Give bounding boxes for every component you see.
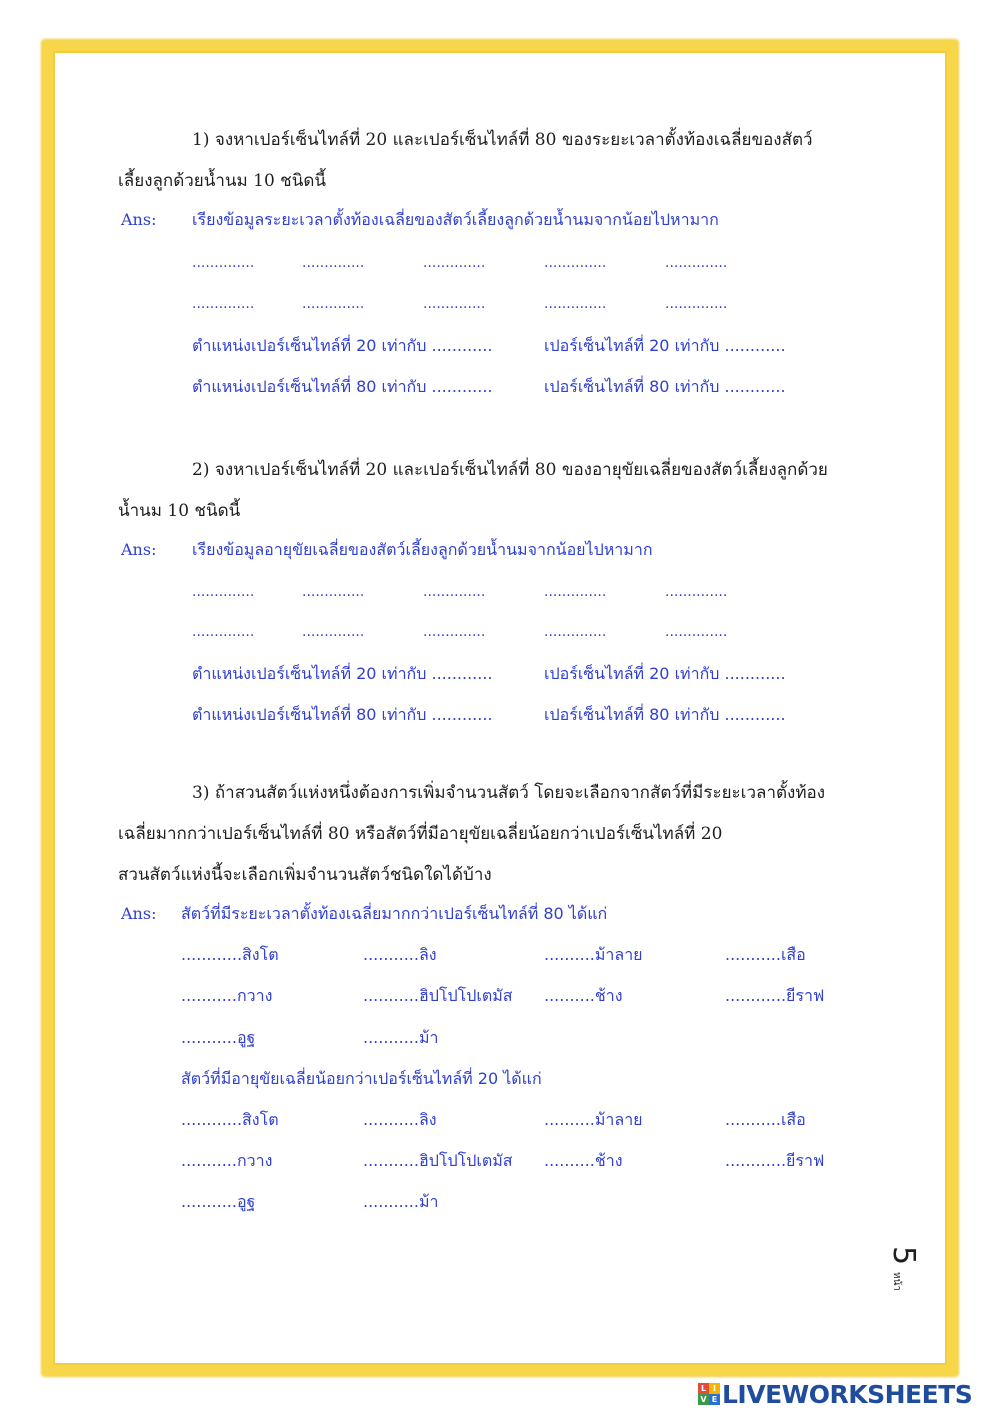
q3-g2-option-horse[interactable]: ...........ม้า bbox=[363, 1192, 439, 1211]
q3-g2-option-tiger[interactable]: ...........เสือ bbox=[725, 1110, 806, 1129]
logo-mark-letter: V bbox=[698, 1394, 709, 1405]
liveworksheets-logo bbox=[698, 1380, 972, 1408]
q3-g2-option-giraffe[interactable]: ............ยีราฟ bbox=[725, 1151, 825, 1170]
q3-g2-option-monkey[interactable]: ...........ลิง bbox=[363, 1110, 437, 1129]
q2-line1: 2) จงหาเปอร์เซ็นไทล์ที่ 20 และเปอร์เซ็นไทล์ที่ 80 ของอายุขัยเฉลี่ยของสัตว์เลี้ยงลูกด้วย bbox=[192, 460, 828, 480]
q1-value-p20[interactable]: เปอร์เซ็นไทล์ที่ 20 เท่ากับ ............ bbox=[544, 336, 786, 355]
q3-line1: 3) ถ้าสวนสัตว์แห่งหนึ่งต้องการเพิ่มจำนวนสัตว์ โดยจะเลือกจากสัตว์ที่มีระยะเวลาตั้งท้อง bbox=[192, 783, 826, 803]
q1-blank[interactable]: .............. bbox=[544, 255, 607, 271]
logo-text: LIVEWORKSHEETS bbox=[722, 1379, 973, 1409]
page-number-label: หน้า bbox=[891, 1272, 902, 1292]
q3-g1-option-camel[interactable]: ...........อูฐ bbox=[181, 1028, 256, 1047]
logo-mark-letter: L bbox=[698, 1383, 709, 1394]
q2-value-p80[interactable]: เปอร์เซ็นไทล์ที่ 80 เท่ากับ ............ bbox=[544, 705, 786, 724]
q3-g1-option-zebra[interactable]: ..........ม้าลาย bbox=[544, 945, 643, 964]
q3-g1-option-tiger[interactable]: ...........เสือ bbox=[725, 945, 806, 964]
q2-line2: น้ำนม 10 ชนิดนี้ bbox=[118, 501, 241, 521]
q3-line2: เฉลี่ยมากกว่าเปอร์เซ็นไทล์ที่ 80 หรือสัตว์ที่มีอายุขัยเฉลี่ยน้อยกว่าเปอร์เซ็นไทล์ที่ 20 bbox=[118, 824, 723, 844]
q3-ans-label: Ans: bbox=[121, 904, 157, 923]
q1-blank[interactable]: .............. bbox=[544, 296, 607, 312]
q2-position-p80[interactable]: ตำแหน่งเปอร์เซ็นไทล์ที่ 80 เท่ากับ ............ bbox=[192, 705, 493, 724]
q2-blank[interactable]: .............. bbox=[665, 624, 728, 640]
q2-ans-text: เรียงข้อมูลอายุขัยเฉลี่ยของสัตว์เลี้ยงลูกด้วยน้ำนมจากน้อยไปหามาก bbox=[192, 540, 653, 559]
q3-g2-option-zebra[interactable]: ..........ม้าลาย bbox=[544, 1110, 643, 1129]
q1-blank[interactable]: .............. bbox=[423, 296, 486, 312]
q2-blank[interactable]: .............. bbox=[423, 584, 486, 600]
q2-blank[interactable]: .............. bbox=[192, 624, 255, 640]
q1-blank[interactable]: .............. bbox=[665, 296, 728, 312]
q3-g2-option-hippo[interactable]: ...........ฮิปโปโปเตมัส bbox=[363, 1151, 513, 1170]
q3-group2-title: สัตว์ที่มีอายุขัยเฉลี่ยน้อยกว่าเปอร์เซ็นไทล์ที่ 20 ได้แก่ bbox=[181, 1069, 542, 1088]
q2-position-p20[interactable]: ตำแหน่งเปอร์เซ็นไทล์ที่ 20 เท่ากับ ............ bbox=[192, 664, 493, 683]
q1-position-p20[interactable]: ตำแหน่งเปอร์เซ็นไทล์ที่ 20 เท่ากับ ............ bbox=[192, 336, 493, 355]
q3-group1-title: สัตว์ที่มีระยะเวลาตั้งท้องเฉลี่ยมากกว่าเปอร์เซ็นไทล์ที่ 80 ได้แก่ bbox=[181, 904, 608, 923]
q2-blank[interactable]: .............. bbox=[302, 584, 365, 600]
page-number bbox=[886, 1238, 940, 1292]
logo-mark-letter: I bbox=[709, 1383, 720, 1394]
q1-blank[interactable]: .............. bbox=[423, 255, 486, 271]
q3-g2-option-lion[interactable]: ............สิงโต bbox=[181, 1110, 279, 1129]
q3-g1-option-horse[interactable]: ...........ม้า bbox=[363, 1028, 439, 1047]
q1-line1: 1) จงหาเปอร์เซ็นไทล์ที่ 20 และเปอร์เซ็นไทล์ที่ 80 ของระยะเวลาตั้งท้องเฉลี่ยของสัตว์ bbox=[192, 130, 813, 150]
q1-blank[interactable]: .............. bbox=[665, 255, 728, 271]
q3-g1-option-lion[interactable]: ............สิงโต bbox=[181, 945, 279, 964]
q1-line2: เลี้ยงลูกด้วยน้ำนม 10 ชนิดนี้ bbox=[118, 171, 327, 191]
q2-blank[interactable]: .............. bbox=[302, 624, 365, 640]
q3-g1-option-elephant[interactable]: ..........ช้าง bbox=[544, 986, 623, 1005]
logo-mark-icon bbox=[698, 1383, 720, 1405]
q3-g1-option-monkey[interactable]: ...........ลิง bbox=[363, 945, 437, 964]
q3-g2-option-elephant[interactable]: ..........ช้าง bbox=[544, 1151, 623, 1170]
q1-ans-label: Ans: bbox=[121, 210, 157, 229]
q1-blank[interactable]: .............. bbox=[192, 296, 255, 312]
logo-mark-letter: E bbox=[709, 1394, 720, 1405]
q2-value-p20[interactable]: เปอร์เซ็นไทล์ที่ 20 เท่ากับ ............ bbox=[544, 664, 786, 683]
q2-ans-label: Ans: bbox=[121, 540, 157, 559]
page-number-value: 5 bbox=[886, 1245, 922, 1266]
q1-blank[interactable]: .............. bbox=[302, 255, 365, 271]
q3-g2-option-camel[interactable]: ...........อูฐ bbox=[181, 1192, 256, 1211]
q3-line3: สวนสัตว์แห่งนี้จะเลือกเพิ่มจำนวนสัตว์ชนิดใดได้บ้าง bbox=[118, 865, 492, 885]
q2-blank[interactable]: .............. bbox=[665, 584, 728, 600]
q3-g1-option-giraffe[interactable]: ............ยีราฟ bbox=[725, 986, 825, 1005]
q2-blank[interactable]: .............. bbox=[544, 584, 607, 600]
q2-blank[interactable]: .............. bbox=[544, 624, 607, 640]
q1-value-p80[interactable]: เปอร์เซ็นไทล์ที่ 80 เท่ากับ ............ bbox=[544, 377, 786, 396]
q3-g1-option-deer[interactable]: ...........กวาง bbox=[181, 986, 273, 1005]
q3-g1-option-hippo[interactable]: ...........ฮิปโปโปเตมัส bbox=[363, 986, 513, 1005]
page-border bbox=[42, 40, 958, 1376]
q3-g2-option-deer[interactable]: ...........กวาง bbox=[181, 1151, 273, 1170]
q2-blank[interactable]: .............. bbox=[192, 584, 255, 600]
q1-position-p80[interactable]: ตำแหน่งเปอร์เซ็นไทล์ที่ 80 เท่ากับ ............ bbox=[192, 377, 493, 396]
q1-blank[interactable]: .............. bbox=[192, 255, 255, 271]
q2-blank[interactable]: .............. bbox=[423, 624, 486, 640]
q1-ans-text: เรียงข้อมูลระยะเวลาตั้งท้องเฉลี่ยของสัตว์เลี้ยงลูกด้วยน้ำนมจากน้อยไปหามาก bbox=[192, 210, 719, 229]
q1-blank[interactable]: .............. bbox=[302, 296, 365, 312]
